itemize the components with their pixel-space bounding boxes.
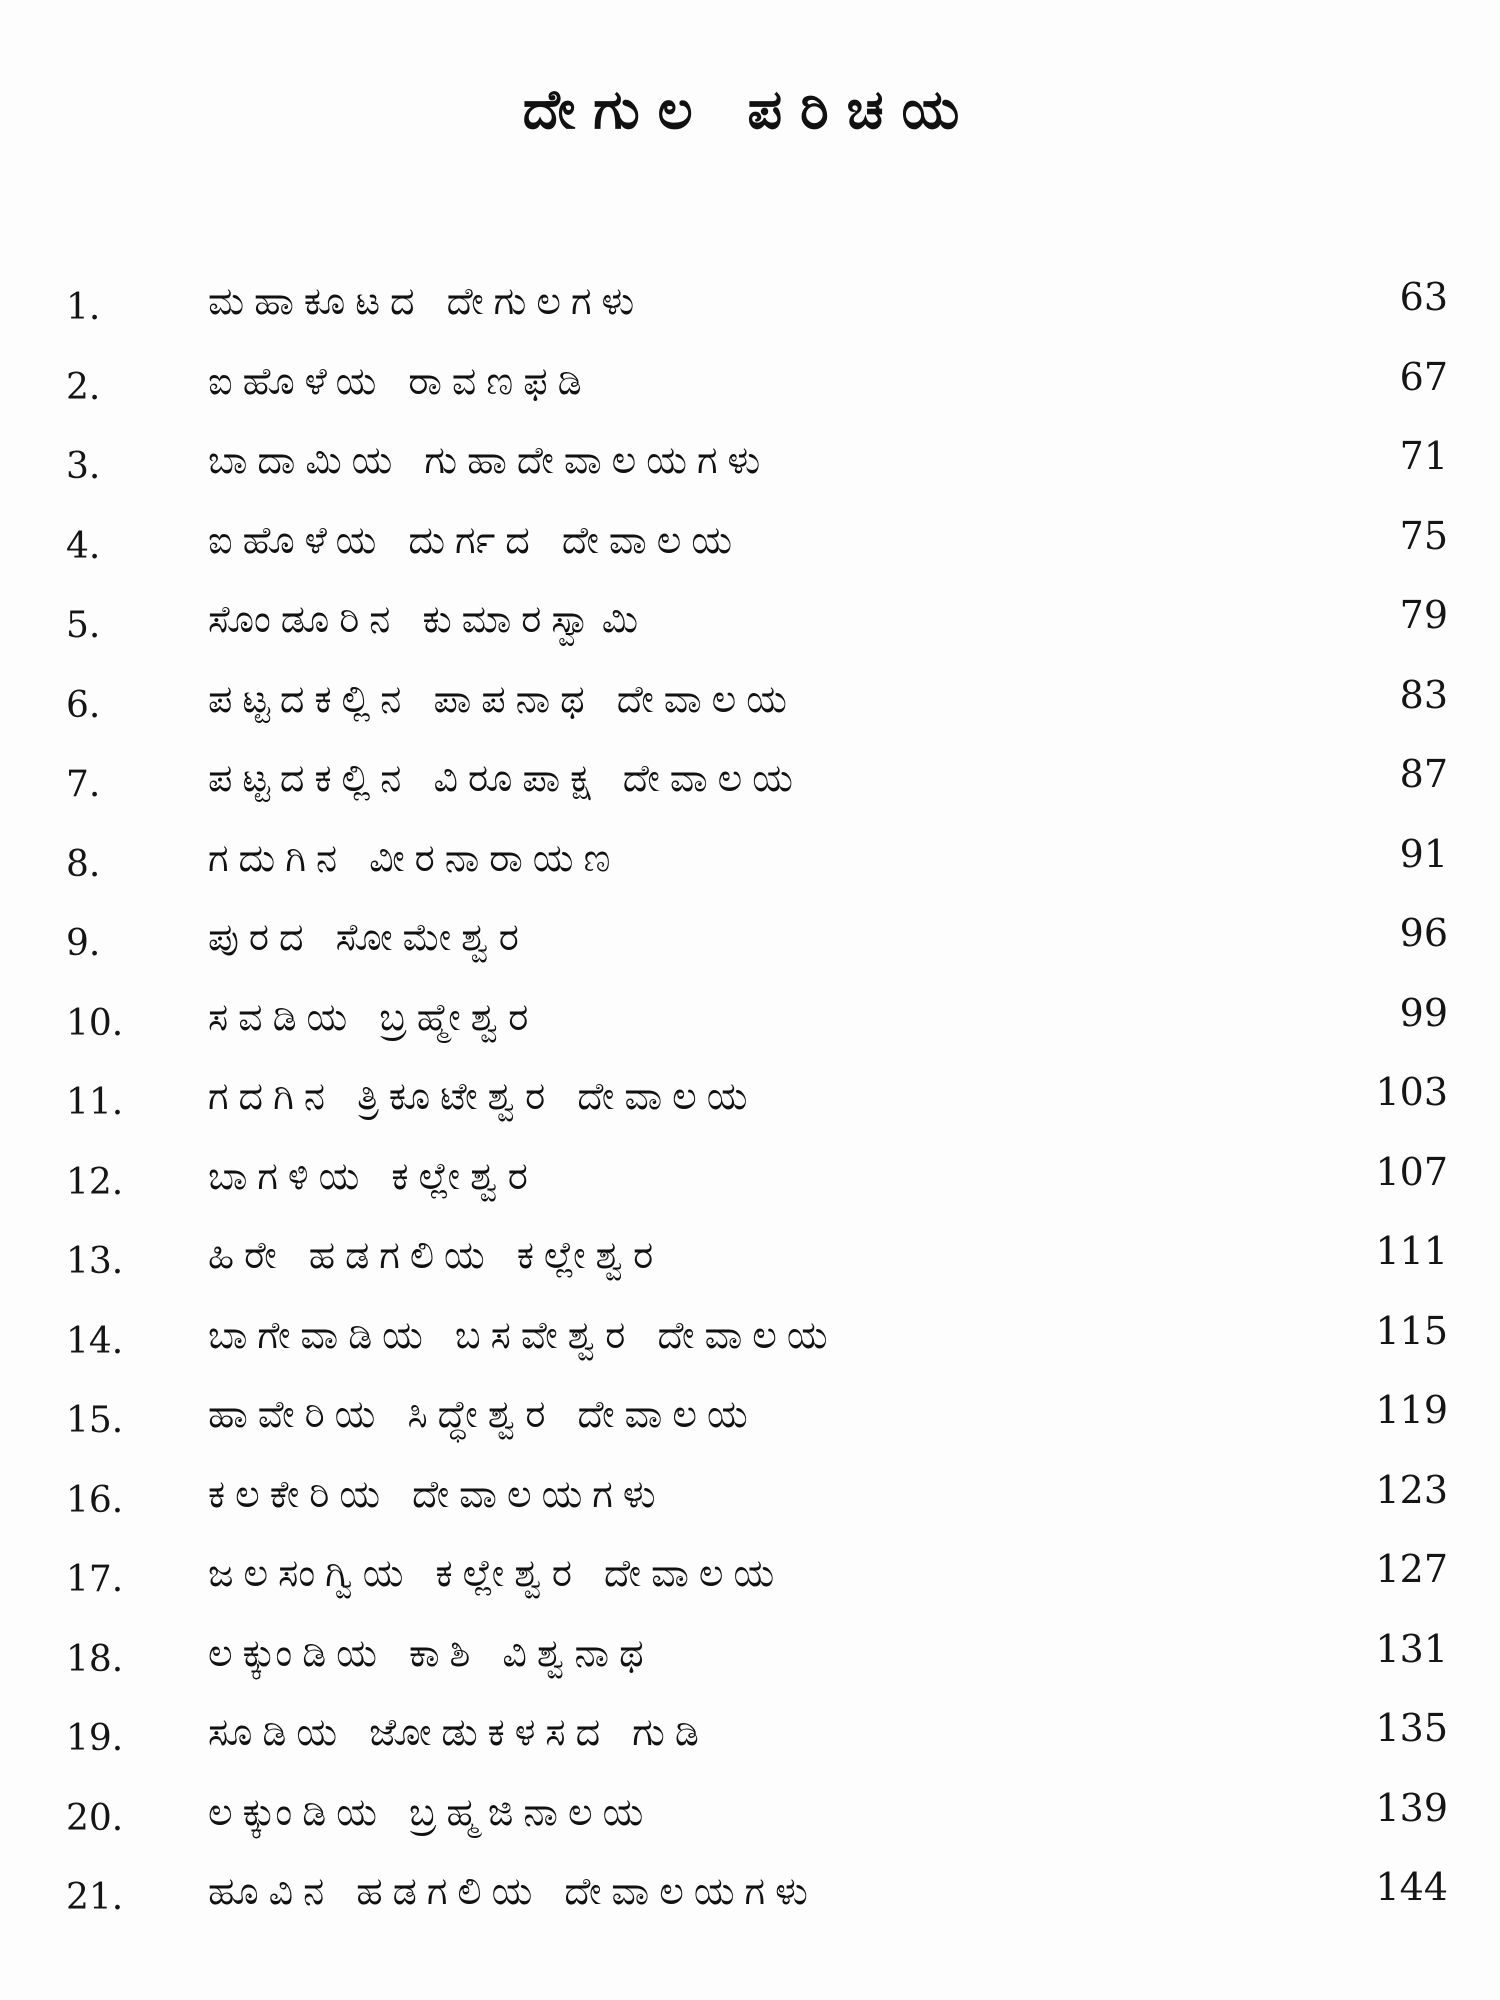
entry-number: 13. <box>66 1241 124 1282</box>
toc-entry <box>0 593 1500 677</box>
entry-title: ಪಟ್ಟದಕಲ್ಲಿನ ವಿರೂಪಾಕ್ಷ ದೇವಾಲಯ <box>208 756 803 800</box>
entry-page-number: 135 <box>1375 1706 1448 1750</box>
entry-number: 4. <box>66 525 101 567</box>
entry-title: ಸೊಂಡೂರಿನ ಕುಮಾರಸ್ವಾಮಿ <box>208 597 649 641</box>
toc-entry <box>0 752 1500 836</box>
entry-title: ಗದಗಿನ ತ್ರಿಕೂಟೇಶ್ವರ ದೇವಾಲಯ <box>208 1074 758 1118</box>
toc-entry <box>0 1149 1500 1234</box>
entry-page-number: 111 <box>1375 1229 1448 1273</box>
toc-entry <box>0 1547 1500 1631</box>
entry-title: ಐಹೊಳೆಯ ದುರ್ಗದ ದೇವಾಲಯ <box>208 517 743 562</box>
entry-number: 3. <box>66 446 101 487</box>
entry-page-number: 99 <box>1399 990 1448 1035</box>
entry-title: ಹೂವಿನ ಹಡಗಲಿಯ ದೇವಾಲಯಗಳು <box>208 1869 818 1913</box>
entry-page-number: 91 <box>1399 831 1448 876</box>
entry-number: 21. <box>66 1877 124 1918</box>
toc-entry <box>0 1785 1500 1870</box>
entry-number: 7. <box>66 764 101 805</box>
entry-page-number: 71 <box>1399 434 1448 478</box>
entry-page-number: 127 <box>1375 1547 1448 1591</box>
entry-number: 1. <box>66 287 101 328</box>
entry-title: ಕಲಕೇರಿಯ ದೇವಾಲಯಗಳು <box>208 1471 666 1516</box>
entry-page-number: 87 <box>1399 752 1448 796</box>
entry-title: ಬಾಗಳಿಯ ಕಲ್ಲೇಶ್ವರ <box>208 1153 538 1198</box>
entry-title: ಹಿರೇ ಹಡಗಲಿಯ ಕಲ್ಲೇಶ್ವರ <box>208 1233 664 1277</box>
toc-entry <box>0 1388 1500 1472</box>
toc-entry <box>0 911 1500 995</box>
entry-page-number: 67 <box>1399 354 1448 399</box>
toc-entry <box>0 434 1500 518</box>
entry-number: 16. <box>66 1479 124 1521</box>
entry-page-number: 63 <box>1399 275 1448 319</box>
table-of-contents <box>0 275 1500 1949</box>
toc-entry <box>0 275 1500 359</box>
entry-title: ಸವಡಿಯ ಬ್ರಹ್ಮೇಶ್ವರ <box>208 994 539 1039</box>
entry-page-number: 103 <box>1375 1070 1448 1114</box>
toc-entry <box>0 1467 1500 1552</box>
toc-entry <box>0 1229 1500 1313</box>
entry-number: 8. <box>66 843 101 885</box>
entry-title: ಸೂಡಿಯ ಜೋಡುಕಳಸದ ಗುಡಿ <box>208 1710 709 1754</box>
toc-entry <box>0 831 1500 916</box>
entry-page-number: 115 <box>1375 1308 1448 1353</box>
entry-title: ಪುರದ ಸೋಮೇಶ್ವರ <box>208 915 529 959</box>
entry-number: 10. <box>66 1002 124 1044</box>
toc-entry <box>0 1626 1500 1711</box>
toc-entry <box>0 990 1500 1075</box>
toc-entry <box>0 672 1500 757</box>
entry-page-number: 144 <box>1375 1865 1448 1909</box>
entry-number: 14. <box>66 1320 124 1362</box>
entry-number: 20. <box>66 1797 124 1839</box>
entry-number: 18. <box>66 1638 124 1680</box>
toc-entry <box>0 1865 1500 1949</box>
entry-title: ಗದುಗಿನ ವೀರನಾರಾಯಣ <box>208 835 621 880</box>
toc-entry <box>0 1308 1500 1393</box>
entry-page-number: 83 <box>1399 672 1448 717</box>
entry-number: 17. <box>66 1559 124 1600</box>
entry-number: 19. <box>66 1718 124 1759</box>
entry-number: 6. <box>66 684 101 726</box>
entry-title: ಹಾವೇರಿಯ ಸಿದ್ಧೇಶ್ವರ ದೇವಾಲಯ <box>208 1392 758 1436</box>
entry-page-number: 119 <box>1375 1388 1448 1432</box>
entry-title: ಮಹಾಕೂಟದ ದೇಗುಲಗಳು <box>208 279 645 323</box>
entry-number: 2. <box>66 366 101 408</box>
entry-page-number: 139 <box>1375 1785 1448 1830</box>
page-title: ದೇಗುಲ ಪರಿಚಯ <box>522 78 978 141</box>
entry-title: ಲಕ್ಕುಂಡಿಯ ಬ್ರಹ್ಮಜಿನಾಲಯ <box>208 1789 654 1834</box>
entry-title: ಬಾಗೇವಾಡಿಯ ಬಸವೇಶ್ವರ ದೇವಾಲಯ <box>208 1312 838 1357</box>
entry-title: ಬಾದಾಮಿಯ ಗುಹಾದೇವಾಲಯಗಳು <box>208 438 771 482</box>
toc-entry <box>0 513 1500 598</box>
entry-number: 12. <box>66 1161 124 1203</box>
entry-page-number: 107 <box>1375 1149 1448 1194</box>
entry-number: 15. <box>66 1400 124 1441</box>
toc-entry <box>0 1070 1500 1154</box>
entry-page-number: 75 <box>1399 513 1448 558</box>
entry-title: ಪಟ್ಟದಕಲ್ಲಿನ ಪಾಪನಾಥ ದೇವಾಲಯ <box>208 676 797 721</box>
entry-number: 9. <box>66 923 101 964</box>
entry-number: 5. <box>66 605 101 646</box>
toc-entry <box>0 1706 1500 1790</box>
entry-title: ಲಕ್ಕುಂಡಿಯ ಕಾಶಿ ವಿಶ್ವನಾಥ <box>208 1630 654 1675</box>
entry-page-number: 79 <box>1399 593 1448 637</box>
toc-entry <box>0 354 1500 439</box>
entry-title: ಜಲಸಂಗ್ವಿಯ ಕಲ್ಲೇಶ್ವರ ದೇವಾಲಯ <box>208 1551 785 1595</box>
entry-number: 11. <box>66 1082 124 1123</box>
entry-page-number: 123 <box>1375 1467 1448 1512</box>
entry-page-number: 131 <box>1375 1626 1448 1671</box>
entry-page-number: 96 <box>1399 911 1448 955</box>
entry-title: ಐಹೊಳೆಯ ರಾವಣಫಡಿ <box>208 358 592 403</box>
